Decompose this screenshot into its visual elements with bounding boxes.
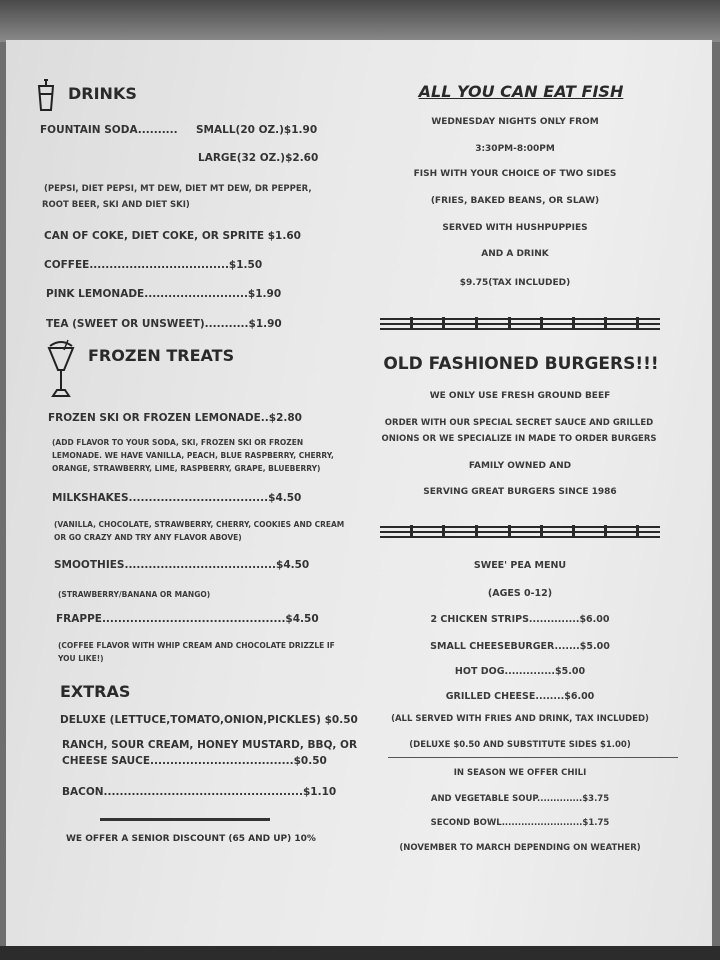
- drinks-heading: DRINKS: [68, 84, 137, 103]
- smoothie-flavors: (STRAWBERRY/BANANA OR MANGO): [58, 590, 211, 599]
- pink-lemonade-item: PINK LEMONADE..........................$1.90: [46, 288, 282, 300]
- extras-heading: EXTRAS: [60, 682, 131, 701]
- frappe-note-line-1: (COFFEE FLAVOR WITH WHIP CREAM AND CHOCOLATE DRIZZLE IF: [58, 641, 335, 650]
- kids-chicken-strips: 2 CHICKEN STRIPS..............$6.00: [430, 614, 610, 625]
- season-line-1: IN SEASON WE OFFER CHILI: [453, 768, 587, 778]
- fish-price: $9.75(TAX INCLUDED): [459, 278, 571, 288]
- all-you-can-eat-fish-heading: ALL YOU CAN EAT FISH: [418, 82, 624, 101]
- burger-line-1: WE ONLY USE FRESH GROUND BEEF: [429, 391, 611, 401]
- frozen-treats-heading: FROZEN TREATS: [88, 346, 235, 365]
- decorative-divider-2: [380, 525, 660, 538]
- senior-divider: [100, 818, 270, 821]
- fish-line-5: SERVED WITH HUSHPUPPIES: [442, 223, 588, 233]
- swee-pea-menu-heading: SWEE' PEA MENU: [473, 560, 567, 571]
- fountain-soda-label: FOUNTAIN SODA..........: [40, 124, 178, 136]
- burger-line-4: FAMILY OWNED AND: [468, 461, 572, 471]
- frappe-note-line-2: YOU LIKE!): [58, 654, 104, 663]
- monitor-bezel-bottom: [0, 946, 720, 960]
- senior-discount: WE OFFER A SENIOR DISCOUNT (65 AND UP) 10%: [66, 834, 316, 844]
- menu-page: [6, 40, 712, 946]
- burger-line-2: ORDER WITH OUR SPECIAL SECRET SAUCE AND GRILLED: [384, 418, 654, 428]
- kids-grilled-cheese: GRILLED CHEESE........$6.00: [445, 691, 595, 702]
- kids-ages: (AGES 0-12): [487, 588, 553, 599]
- fish-line-1: WEDNESDAY NIGHTS ONLY FROM: [431, 117, 599, 127]
- season-soup: AND VEGETABLE SOUP..............$3.75: [430, 794, 610, 804]
- fish-line-4: (FRIES, BAKED BEANS, OR SLAW): [430, 196, 600, 206]
- fish-line-6: AND A DRINK: [481, 249, 549, 259]
- bacon-item: BACON..................................................$1.10: [62, 786, 337, 798]
- kids-cheeseburger: SMALL CHEESEBURGER.......$5.00: [430, 641, 610, 652]
- soda-flavors-line-1: (PEPSI, DIET PEPSI, MT DEW, DIET MT DEW, DR PEPPER,: [44, 184, 312, 194]
- kids-note-1: (ALL SERVED WITH FRIES AND DRINK, TAX INCLUDED): [391, 714, 649, 724]
- kids-divider: [388, 757, 678, 758]
- sauces-line-2: CHEESE SAUCE....................................$0.50: [62, 755, 327, 767]
- tea-item: TEA (SWEET OR UNSWEET)...........$1.90: [46, 318, 282, 330]
- coffee-item: COFFEE...................................$1.50: [44, 259, 263, 271]
- kids-hot-dog: HOT DOG..............$5.00: [454, 666, 586, 677]
- shake-flavors-line-2: OR GO CRAZY AND TRY ANY FLAVOR ABOVE): [54, 533, 242, 542]
- shake-flavors-line-1: (VANILLA, CHOCOLATE, STRAWBERRY, CHERRY, COOKIES AND CREAM: [54, 520, 345, 529]
- smoothies-item: SMOOTHIES......................................$4.50: [54, 559, 310, 571]
- sauces-line-1: RANCH, SOUR CREAM, HONEY MUSTARD, BBQ, OR: [62, 739, 358, 751]
- kids-note-2: (DELUXE $0.50 AND SUBSTITUTE SIDES $1.00): [409, 740, 631, 750]
- add-flavor-line-2: LEMONADE. WE HAVE VANILLA, PEACH, BLUE RASPBERRY, CHERRY,: [52, 451, 334, 460]
- add-flavor-line-3: ORANGE, STRAWBERRY, LIME, RASPBERRY, GRAPE, BLUEBERRY): [52, 464, 321, 473]
- fish-line-2: 3:30PM-8:00PM: [475, 144, 555, 154]
- frappe-item: FRAPPE..............................................$4.50: [56, 613, 319, 625]
- fountain-large-price: LARGE(32 OZ.)$2.60: [198, 152, 319, 164]
- add-flavor-line-1: (ADD FLAVOR TO YOUR SODA, SKI, FROZEN SKI OR FROZEN: [52, 438, 304, 447]
- season-months: (NOVEMBER TO MARCH DEPENDING ON WEATHER): [399, 843, 641, 853]
- old-fashioned-burgers-heading: OLD FASHIONED BURGERS!!!: [383, 354, 659, 374]
- decorative-divider: [380, 317, 660, 330]
- frozen-ski-item: FROZEN SKI OR FROZEN LEMONADE..$2.80: [48, 412, 302, 424]
- deluxe-item: DELUXE (LETTUCE,TOMATO,ONION,PICKLES) $0.50: [60, 714, 358, 726]
- fish-line-3: FISH WITH YOUR CHOICE OF TWO SIDES: [413, 169, 617, 179]
- soda-flavors-line-2: ROOT BEER, SKI AND DIET SKI): [42, 200, 190, 210]
- burger-line-5: SERVING GREAT BURGERS SINCE 1986: [423, 487, 617, 497]
- burger-line-3: ONIONS OR WE SPECIALIZE IN MADE TO ORDER BURGERS: [381, 434, 657, 444]
- can-soda-item: CAN OF COKE, DIET COKE, OR SPRITE $1.60: [44, 230, 301, 242]
- fountain-small-price: SMALL(20 OZ.)$1.90: [196, 124, 318, 136]
- milkshakes-item: MILKSHAKES...................................$4.50: [52, 492, 302, 504]
- monitor-bezel-top: [0, 0, 720, 42]
- season-second-bowl: SECOND BOWL.........................$1.75: [430, 818, 610, 828]
- sundae-glass-icon: [46, 338, 76, 400]
- drink-cup-icon: [36, 78, 56, 112]
